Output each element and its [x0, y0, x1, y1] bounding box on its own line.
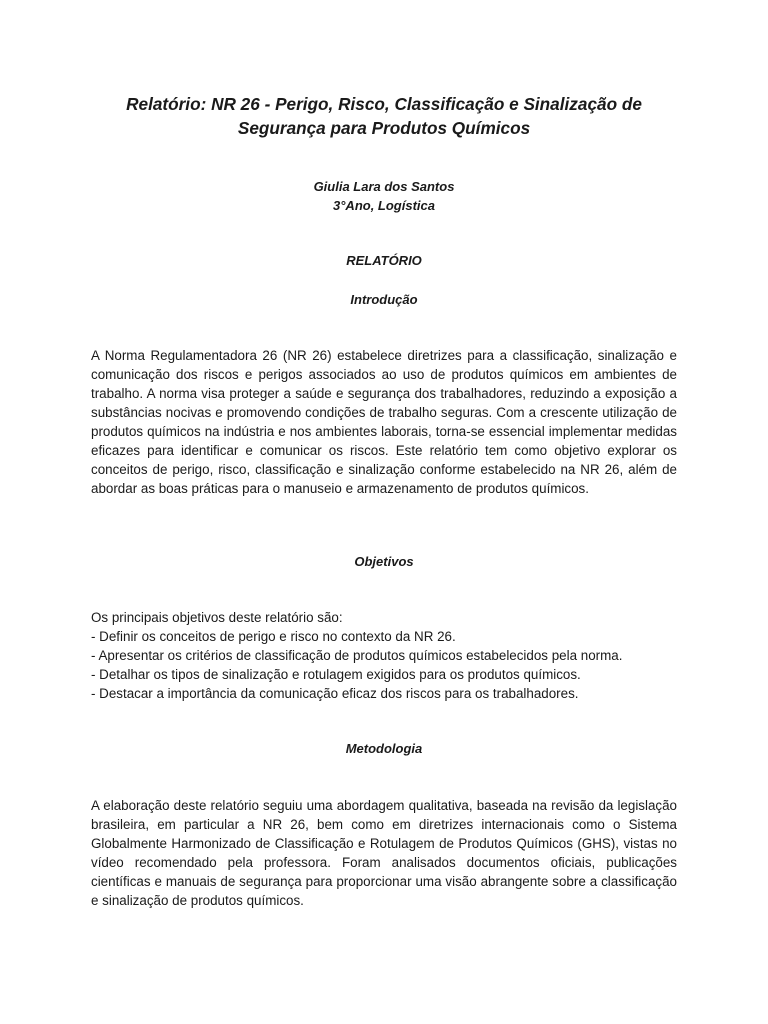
- objetivos-heading: Objetivos: [354, 554, 414, 569]
- objetivos-list: [91, 608, 677, 703]
- intro-heading: Introdução: [350, 292, 418, 307]
- author-name: Giulia Lara dos Santos: [313, 179, 455, 194]
- metodologia-heading: Metodologia: [345, 741, 423, 756]
- document-title: [90, 92, 678, 140]
- objetivos-item: - Definir os conceitos de perigo e risco no contexto da NR 26.: [91, 629, 456, 644]
- title-line-1: Relatório: NR 26 - Perigo, Risco, Classificação e Sinalização de: [126, 94, 642, 114]
- report-heading: RELATÓRIO: [346, 253, 422, 268]
- author-block: [90, 177, 678, 215]
- intro-paragraph: A Norma Regulamentadora 26 (NR 26) estabelece diretrizes para a classificação, sinalização e comunicação dos riscos e perigos associados ao uso de produtos químicos em ambientes de trabalho. A norma visa proteger a saúde e segurança dos trabalhadores, reduzindo a exposição a substâncias nocivas e promovendo condições de trabalho seguras. Com a crescente utilização de produtos químicos na indústria e nos ambientes laborais, torna-se essencial implementar medidas eficazes para identificar e comunicar os riscos. Este relatório tem como objetivo explorar os conceitos de perigo, risco, classificação e sinalização conforme estabelecido na NR 26, além de abordar as boas práticas para o manuseio e armazenamento de produtos químicos.: [91, 348, 677, 496]
- objetivos-item: - Destacar a importância da comunicação eficaz dos riscos para os trabalhadores.: [91, 686, 579, 701]
- metodologia-paragraph: A elaboração deste relatório seguiu uma abordagem qualitativa, baseada na revisão da legislação brasileira, em particular a NR 26, bem como em diretrizes internacionais como o Sistema Globalmente Harmonizado de Classificação e Rotulagem de Produtos Químicos (GHS), vistas no vídeo recomendado pela professora. Foram analisados documentos oficiais, publicações científicas e manuais de segurança para proporcionar uma visão abrangente sobre a classificação e sinalização de produtos químicos.: [91, 798, 677, 908]
- objetivos-item: - Detalhar os tipos de sinalização e rotulagem exigidos para os produtos químicos.: [91, 667, 581, 682]
- title-line-2: Segurança para Produtos Químicos: [237, 118, 531, 138]
- author-class: 3°Ano, Logística: [333, 198, 435, 213]
- objetivos-item: - Apresentar os critérios de classificação de produtos químicos estabelecidos pela norma.: [91, 648, 623, 663]
- objetivos-intro-line: Os principais objetivos deste relatório são:: [91, 610, 343, 625]
